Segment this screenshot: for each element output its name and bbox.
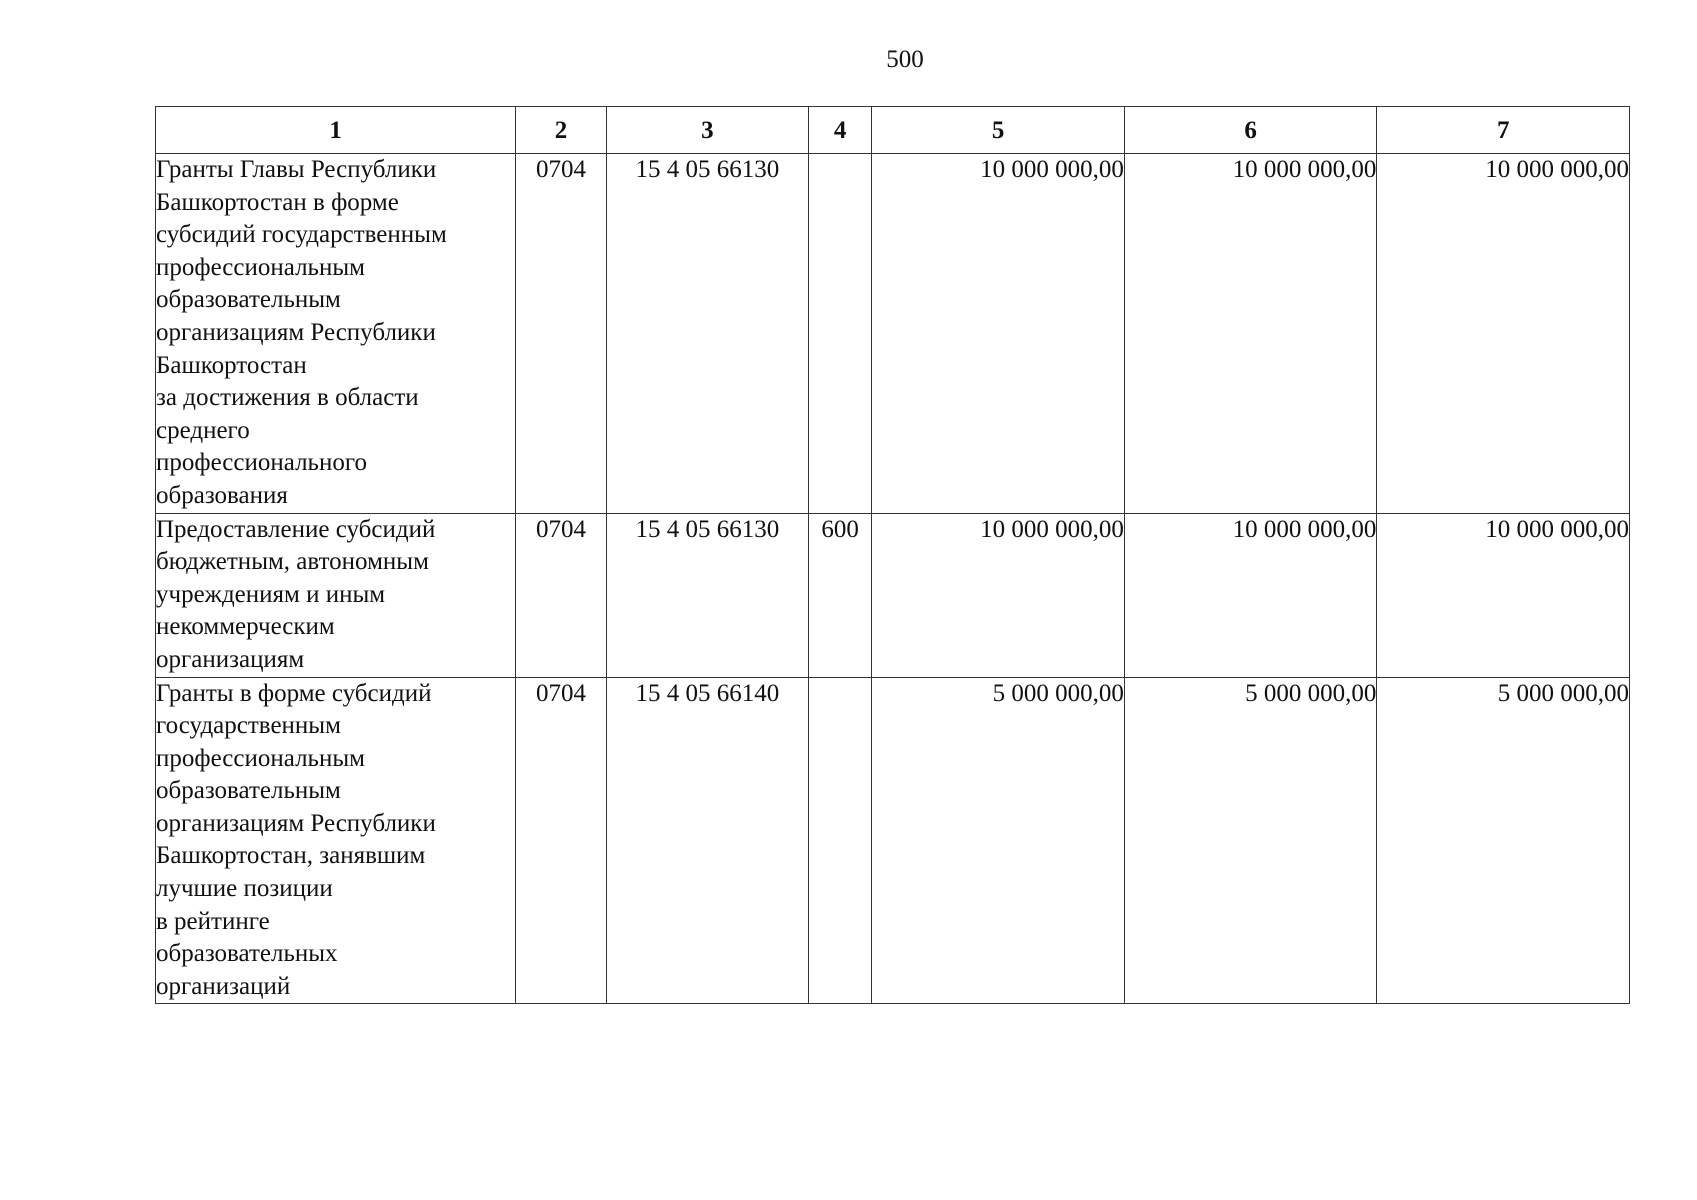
section-code-cell: 0704 [516, 513, 607, 677]
page-number: 500 [886, 46, 924, 73]
row-name-line: организациям Республики [156, 809, 436, 837]
row-name-line: учреждениям и иным [156, 580, 386, 608]
column-header-3: 3 [606, 107, 808, 154]
row-name-line: за достижения в области [156, 384, 419, 412]
row-name-line: Гранты в форме субсидий [156, 679, 432, 707]
row-name-line: профессионального [156, 449, 367, 477]
row-name-line: Предоставление субсидий [156, 515, 436, 543]
table-row [156, 154, 1630, 514]
section-code-cell: 0704 [516, 154, 607, 514]
column-header-1: 1 [156, 107, 516, 154]
row-name-line: Башкортостан [156, 351, 307, 379]
row-name-line: образовательным [156, 777, 341, 805]
row-name-line: субсидий государственным [156, 221, 447, 249]
column-header-4: 4 [808, 107, 871, 154]
row-name-line: бюджетным, автономным [156, 548, 429, 576]
row-name-line: государственным [156, 712, 341, 740]
column-header-2: 2 [516, 107, 607, 154]
column-header-6: 6 [1124, 107, 1377, 154]
target-code-cell: 15 4 05 66130 [606, 513, 808, 677]
amount-cell-col7: 10 000 000,00 [1377, 154, 1630, 514]
row-name-line: организаций [156, 972, 291, 1000]
section-code-cell: 0704 [516, 677, 607, 1004]
row-name-cell [156, 677, 516, 1004]
row-name-line: Гранты Главы Республики [156, 156, 437, 183]
table-row [156, 677, 1630, 1004]
target-code-cell: 15 4 05 66140 [606, 677, 808, 1004]
table-header-row [156, 107, 1630, 154]
amount-cell-col6: 5 000 000,00 [1124, 677, 1377, 1004]
row-name-cell [156, 513, 516, 677]
row-name-line: образовательных [156, 940, 338, 968]
amount-cell-col7: 5 000 000,00 [1377, 677, 1630, 1004]
amount-cell-col5: 5 000 000,00 [872, 677, 1125, 1004]
expense-type-cell: 600 [808, 513, 871, 677]
row-name-cell [156, 154, 516, 514]
amount-cell-col6: 10 000 000,00 [1124, 154, 1377, 514]
budget-table [155, 106, 1630, 1004]
row-name-line: среднего [156, 416, 250, 444]
row-name-line: организациям Республики [156, 318, 436, 346]
table-row [156, 513, 1630, 677]
row-name-line: образовательным [156, 286, 341, 314]
amount-cell-col6: 10 000 000,00 [1124, 513, 1377, 677]
row-name-line: организациям [156, 645, 305, 673]
amount-cell-col7: 10 000 000,00 [1377, 513, 1630, 677]
expense-type-cell [808, 154, 871, 514]
target-code-cell: 15 4 05 66130 [606, 154, 808, 514]
row-name-line: образования [156, 481, 288, 509]
row-name-line: профессиональным [156, 253, 365, 281]
amount-cell-col5: 10 000 000,00 [872, 154, 1125, 514]
row-name-line: некоммерческим [156, 613, 335, 641]
row-name-line: в рейтинге [156, 907, 270, 935]
row-name-line: Башкортостан в форме [156, 188, 399, 216]
row-name-line: профессиональным [156, 744, 365, 772]
expense-type-cell [808, 677, 871, 1004]
row-name-line: Башкортостан, занявшим [156, 842, 426, 870]
column-header-7: 7 [1377, 107, 1630, 154]
column-header-5: 5 [872, 107, 1125, 154]
amount-cell-col5: 10 000 000,00 [872, 513, 1125, 677]
row-name-line: лучшие позиции [156, 875, 333, 903]
